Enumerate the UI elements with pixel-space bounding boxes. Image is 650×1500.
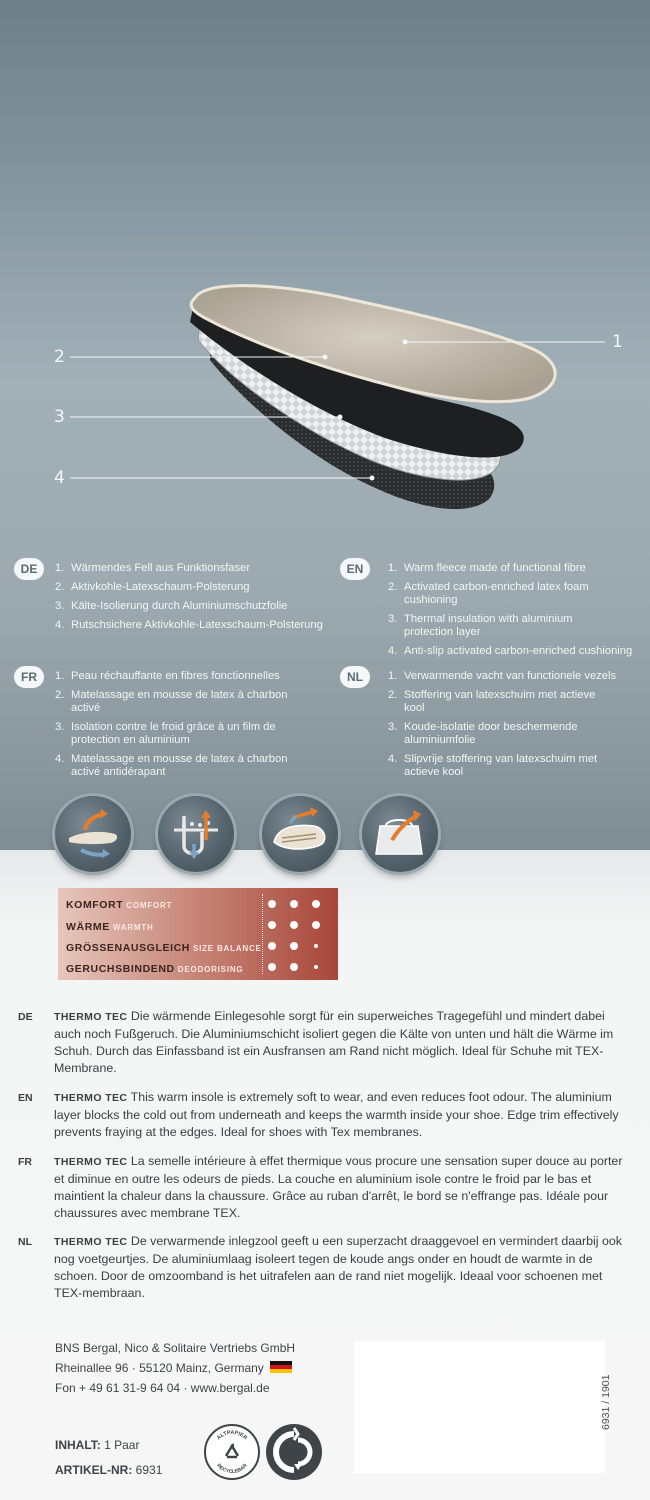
description-nl [18,1233,628,1302]
feature-num: 2. [55,689,65,701]
separator: · [183,1381,188,1395]
svg-text:ALTPAPIER [216,1430,248,1441]
feature-text: Isolation contre le froid grâce à un film de protection en aluminium [71,721,276,746]
rating-row [66,942,262,954]
description-brand: THERMO TEC [54,1092,128,1104]
rating-dot [312,900,320,908]
description-fr [18,1153,628,1222]
feature-text: Anti-slip activated carbon-enriched cushioning [404,645,633,657]
feature-num: 2. [388,581,398,593]
feature-text: Matelassage en mousse de latex à charbon activé antidérapant [71,753,288,778]
feature-text: Thermal insulation with aluminium protection layer [404,613,573,638]
rating-label-de: KOMFORT [66,899,124,911]
rating-row [66,921,154,933]
feature-text: Peau réchauffante en fibres fonctionnelles [71,670,280,682]
lang-badge-de: DE [14,558,44,580]
rating-dot [268,963,276,971]
description-text: This warm insole is extremely soft to wear, and even reduces foot odour. The aluminium layer blocks the cold out from underneath and keeps the warmth inside your shoe. Edge trim effectively prevents fraying at the edges. Ideal for shoes with Tex membranes. [54,1090,619,1139]
feature-num: 1. [388,562,398,574]
feature-text: Stoffering van latexschuim met actieve kool [404,689,596,714]
content-value: 1 Paar [104,1438,140,1452]
description-lang-code: FR [18,1156,32,1168]
rating-label-de: GERUCHSBINDEND [66,963,175,975]
feature-text: Rutschsichere Aktivkohle-Latexschaum-Polsterung [71,619,323,631]
barcode-label-area [354,1341,605,1473]
rating-dot [268,900,276,908]
content-info [55,1438,139,1452]
rating-dot [314,965,318,969]
rating-dot [290,900,298,908]
company-contact [55,1378,295,1398]
warm-insole-icon [55,796,131,872]
feature-text: Wärmendes Fell aus Funktionsfaser [71,562,251,574]
lang-badge-fr: FR [14,666,44,688]
company-name: BNS Bergal, Nico & Solitaire Vertriebs GmbH [55,1341,296,1355]
rating-dot [314,944,318,948]
rating-label-en: COMFORT [126,901,173,910]
recycle-logo-top-text: ALTPAPIER [215,1429,249,1442]
fleece-breathable-icon [158,796,234,872]
description-en [18,1089,628,1141]
odour-bag-icon [362,796,438,872]
shoe-fit-icon [262,796,338,872]
callout-4: 4 [54,468,65,488]
feature-num: 1. [388,670,398,682]
rating-row [66,899,172,911]
description-brand: THERMO TEC [54,1236,128,1248]
rating-box [58,888,338,980]
insole-layers-illustration [0,260,650,530]
feature-num: 1. [55,670,65,682]
feature-num: 3. [388,613,398,625]
rating-label-en: SIZE BALANCE [192,944,262,953]
green-dot-logo-icon [266,1424,322,1480]
rating-label-de: GRÖSSENAUSGLEICH [66,942,190,954]
feature-text: Koude-isolatie door beschermende aluminiumfolie [404,721,578,746]
description-lang-code: EN [18,1092,33,1104]
rating-row [66,963,243,975]
recyclable-paper-logo-icon [204,1424,260,1480]
content-label: INHALT: [55,1438,101,1452]
callout-2: 2 [54,347,65,367]
rating-label-de: WÄRME [66,921,110,933]
features-nl [388,670,618,785]
feature-num: 4. [388,645,398,657]
company-phone: Fon + 49 61 31-9 64 04 [55,1381,181,1395]
company-street: Rheinallee 96 [55,1361,129,1375]
rating-divider [262,894,263,974]
recycle-logo-bottom-text: RECYCLEBAR [215,1462,249,1476]
product-code: 6931 / 1901 [600,1374,612,1430]
feature-num: 1. [55,562,65,574]
description-lang-code: DE [18,1011,33,1023]
description-de [18,1008,628,1077]
rating-label-en: WARMTH [112,923,154,932]
feature-num: 4. [55,753,65,765]
callout-1: 1 [612,332,623,352]
features-en [388,562,638,664]
article-label: ARTIKEL-NR: [55,1463,133,1477]
lang-badge-nl: NL [340,666,370,688]
company-address [55,1338,295,1398]
svg-text:RECYCLEBAR [215,1463,249,1476]
description-text: De verwarmende inlegzool geeft u een superzacht draaggevoel en vermindert daarbij ook nog voetgeurtjes. De aluminiumlaag isoleert tegen de koude angs onder en houdt de warmte in de schoen. Door de omzoomband is het uitrafelen aan de rand niet mogelijk. Ideaal voor schoenen met TEX-membraan. [54,1234,622,1300]
feature-text: Warm fleece made of functional fibre [404,562,586,574]
rating-dot [268,921,276,929]
rating-dot [290,963,298,971]
feature-text: Activated carbon-enriched latex foam cushioning [404,581,589,606]
lang-badge-en: EN [340,558,370,580]
description-brand: THERMO TEC [54,1011,128,1023]
description-brand: THERMO TEC [54,1156,128,1168]
feature-text: Slipvrije stoffering van latexschuim met actieve kool [404,753,598,778]
article-value: 6931 [135,1463,163,1477]
rating-dot [290,921,298,929]
feature-num: 4. [388,753,398,765]
rating-dot [312,921,320,929]
feature-num: 3. [388,721,398,733]
feature-num: 3. [55,721,65,733]
feature-text: Aktivkohle-Latexschaum-Polsterung [71,581,250,593]
article-info [55,1463,162,1477]
features-fr [55,670,305,785]
feature-num: 2. [388,689,398,701]
feature-text: Matelassage en mousse de latex à charbon activé [71,689,288,714]
description-text: Die wärmende Einlegesohle sorgt für ein superweiches Tragegefühl und mindert dabei auch noch Fußgeruch. Die Aluminiumschicht isoliert gegen die Kälte von unten und hält die Wärme im Schuh. Durch das Einfassband ist ein Ausfransen am Rand nicht möglich. Ideal für Schuhe mit TEX-Membrane. [54,1009,614,1075]
rating-dot [268,942,276,950]
company-city: 55120 Mainz, Germany [139,1361,264,1375]
feature-num: 3. [55,600,65,612]
feature-num: 4. [55,619,65,631]
callout-3: 3 [54,407,65,427]
description-lang-code: NL [18,1236,32,1248]
feature-text: Verwarmende vacht van functionele vezels [404,670,617,682]
rating-dot [290,942,298,950]
feature-text: Kälte-Isolierung durch Aluminiumschutzfolie [71,600,288,612]
rating-label-en: DEODORISING [177,965,244,974]
features-de [55,562,325,638]
feature-num: 2. [55,581,65,593]
company-location [55,1358,295,1378]
germany-flag-icon [270,1361,292,1373]
company-website-link[interactable]: www.bergal.de [190,1381,270,1395]
description-text: La semelle intérieure à effet thermique vous procure une sensation super douce au porter et diminue en outre les odeurs de pieds. La couche en aluminium isole contre le froid par le bas et maintient la chaleur dans la chaussure. Grâce au ruban d'arrêt, le bord se n'effrange pas. Idéale pour chaussures avec membrane TEX. [54,1154,623,1220]
separator: · [131,1361,136,1375]
